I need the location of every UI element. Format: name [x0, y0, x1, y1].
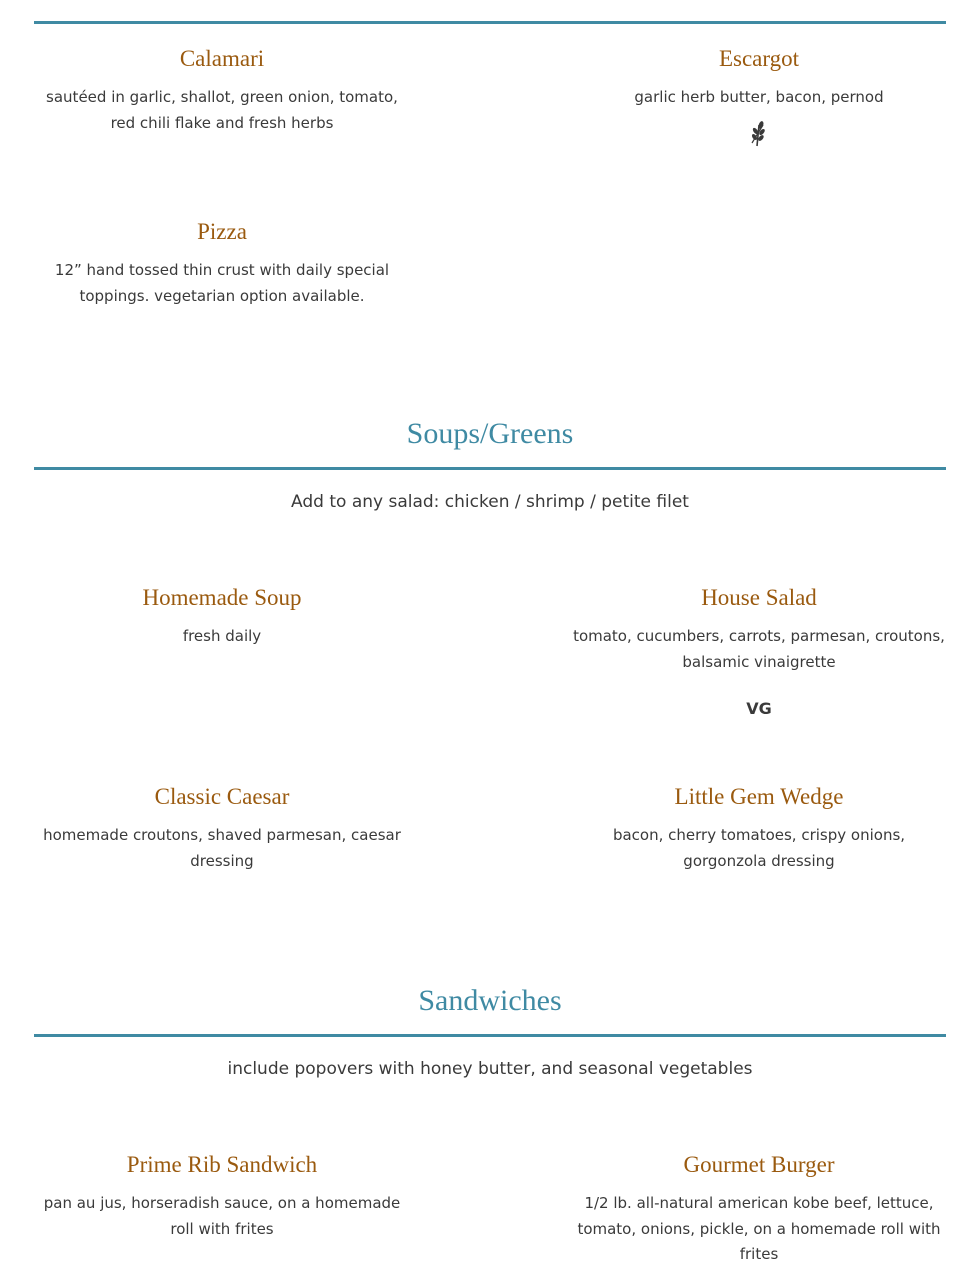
item-name: Little Gem Wedge	[674, 784, 844, 809]
menu-item-house-salad	[569, 584, 949, 718]
item-name: Gourmet Burger	[683, 1152, 835, 1177]
item-name: Prime Rib Sandwich	[126, 1152, 318, 1177]
item-name: House Salad	[701, 585, 817, 610]
vegan-tag: VG	[746, 699, 772, 718]
menu-item-escargot	[569, 45, 949, 151]
item-name: Escargot	[718, 46, 800, 71]
item-description: tomato, cucumbers, carrots, parmesan, croutons, balsamic vinaigrette	[573, 627, 945, 671]
menu-item-gourmet-burger	[569, 1151, 949, 1268]
item-name: Classic Caesar	[154, 784, 290, 809]
item-name: Calamari	[179, 46, 265, 71]
section-divider	[34, 467, 946, 470]
menu-item-prime-rib-sandwich	[32, 1151, 412, 1242]
menu-item-little-gem-wedge	[569, 783, 949, 874]
menu-item-classic-caesar	[32, 783, 412, 874]
menu-item-pizza	[32, 218, 412, 309]
item-description: 1/2 lb. all-natural american kobe beef, lettuce, tomato, onions, pickle, on a homemade roll with frites	[577, 1194, 941, 1263]
item-description: fresh daily	[182, 627, 262, 645]
menu-item-homemade-soup	[32, 584, 412, 650]
menu-item-calamari	[32, 45, 412, 136]
wheat-icon	[748, 119, 770, 147]
section-title: Soups/Greens	[406, 417, 574, 450]
item-description: pan au jus, horseradish sauce, on a homemade roll with frites	[43, 1194, 401, 1238]
item-description: 12” hand tossed thin crust with daily special toppings. vegetarian option available.	[54, 261, 390, 305]
section-note: Add to any salad: chicken / shrimp / petite filet	[291, 492, 689, 512]
item-description: bacon, cherry tomatoes, crispy onions, gorgonzola dressing	[612, 826, 906, 870]
section-note: include popovers with honey butter, and seasonal vegetables	[227, 1059, 753, 1079]
section-divider	[34, 21, 946, 24]
item-description: homemade croutons, shaved parmesan, caesar dressing	[43, 826, 401, 870]
item-description: sautéed in garlic, shallot, green onion, tomato, red chili flake and fresh herbs	[46, 88, 398, 132]
item-name: Homemade Soup	[142, 585, 302, 610]
item-name: Pizza	[197, 219, 247, 244]
section-title: Sandwiches	[418, 984, 562, 1017]
item-description: garlic herb butter, bacon, pernod	[634, 88, 884, 106]
section-divider	[34, 1034, 946, 1037]
